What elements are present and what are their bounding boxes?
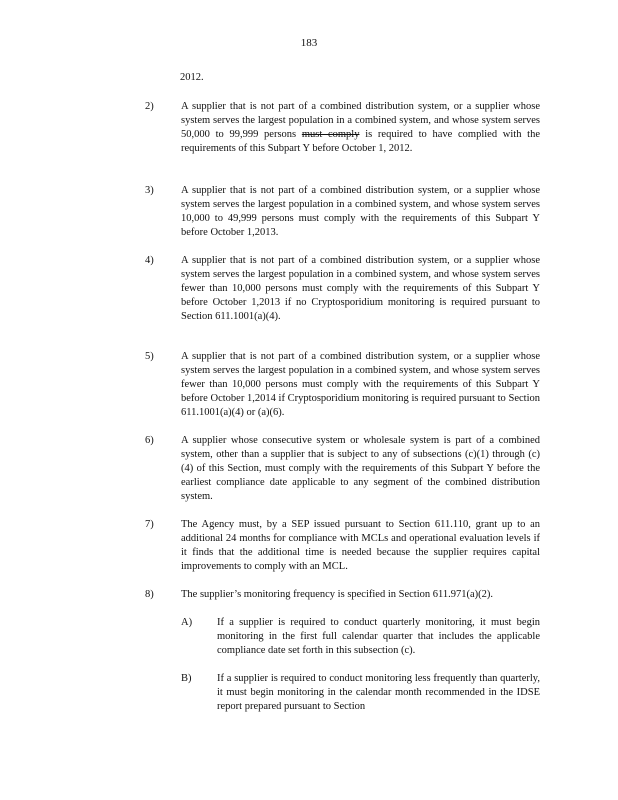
item-text: The Agency must, by a SEP issued pursuant to Section 611.110, grant up to an additional 24 months for compliance with MCLs and operational evaluation levels if it finds that the additional time is needed because the supplier requires capital improvements to comply with an MCL. — [181, 519, 540, 572]
item-number: 8) — [145, 589, 154, 600]
item-number: 6) — [145, 435, 154, 446]
list-item-8 — [145, 588, 540, 602]
item-text: A supplier that is not part of a combined distribution system, or a supplier whose system serves the largest population in a combined system, and whose system serves 10,000 to 49,999 persons must comply with the requirements of this Subpart Y before October 1,2013. — [181, 185, 540, 238]
item-number: 3) — [145, 185, 154, 196]
item-number: 5) — [145, 351, 154, 362]
sub-item-letter: A) — [181, 617, 193, 628]
sub-item-text: If a supplier is required to conduct monitoring less frequently than quarterly, it must begin monitoring in the calendar month recommended in the IDSE report prepared pursuant to Section — [217, 673, 540, 712]
list-item-3 — [145, 184, 540, 240]
sub-item-b — [181, 672, 540, 714]
item-text: A supplier that is not part of a combined distribution system, or a supplier whose system serves the largest population in a combined system, and whose system serves fewer than 10,000 persons must comply with the requirements of this Subpart Y before October 1,2014 if Cryptosporidium monitoring is required pursuant to Section 611.1001(a)(4) or (a)(6). — [181, 351, 540, 418]
item-text: The supplier’s monitoring frequency is specified in Section 611.971(a)(2). — [181, 589, 494, 600]
item-number: 2) — [145, 101, 154, 112]
page-number: 183 — [300, 37, 318, 49]
sub-item-text: If a supplier is required to conduct quarterly monitoring, it must begin monitoring in the first full calendar quarter that includes the applicable compliance date set forth in this subsection (c). — [217, 617, 540, 656]
sub-item-letter: B) — [181, 673, 192, 684]
struck-text: must comply — [301, 129, 360, 140]
item-text: A supplier whose consecutive system or wholesale system is part of a combined system, other than a supplier that is subject to any of subsections (c)(1) through (c)(4) of this Section, must comply with the requirements of this Subpart Y before the earliest compliance date applicable to any segment of the combined distribution system. — [181, 435, 540, 502]
item-text: A supplier that is not part of a combined distribution system, or a supplier whose system serves the largest population in a combined system, and whose system serves fewer than 10,000 persons must comply with the requirements of this Subpart Y before October 1,2013 if no Cryptosporidium monitoring is required pursuant to Section 611.1001(a)(4). — [181, 255, 540, 322]
sub-item-a — [181, 616, 540, 658]
list-item-6 — [145, 434, 540, 504]
list-item-4 — [145, 254, 540, 324]
item-number: 4) — [145, 255, 154, 266]
item-text: A supplier that is not part of a combined distribution system, or a supplier whose system serves the largest population in a combined system, and whose system serves 50,000 to 99,999 persons must comply is required to have complied with the requirements of this Subpart Y before October 1, 2012. — [181, 101, 541, 154]
list-item-2 — [145, 100, 540, 156]
list-item-7 — [145, 518, 540, 574]
list-item-5 — [145, 350, 540, 420]
continuation-text: 2012. — [180, 72, 204, 83]
item-number: 7) — [145, 519, 154, 530]
